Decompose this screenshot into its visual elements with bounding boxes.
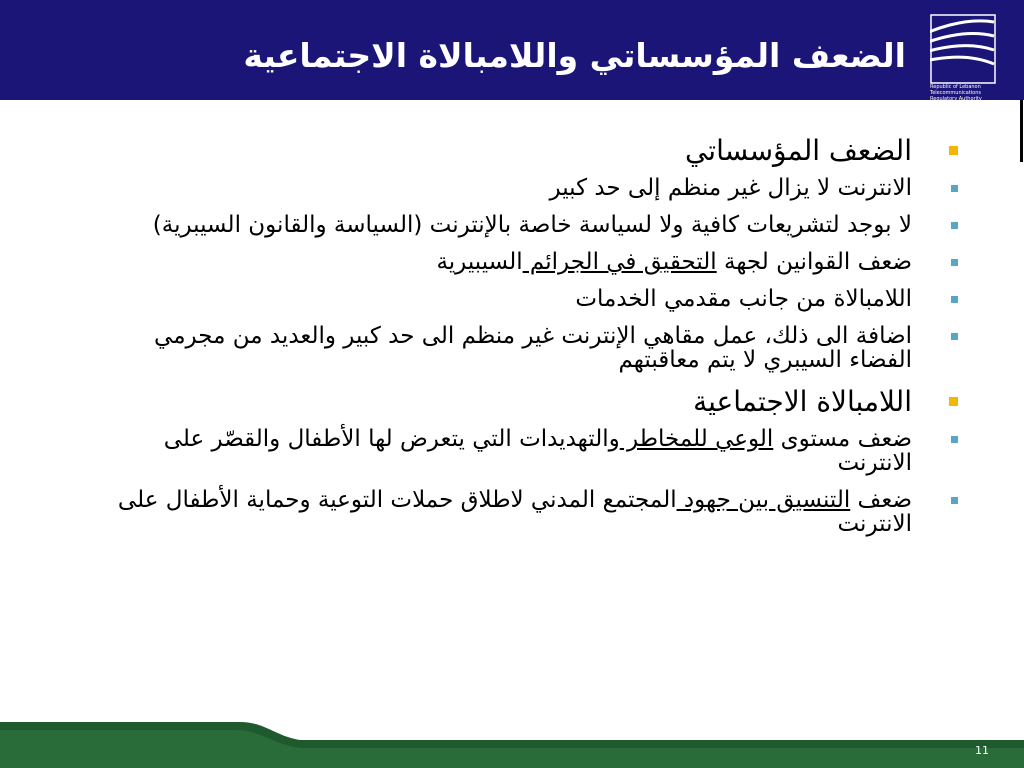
underlined-text: التحقيق في الجرائم [522,249,717,275]
square-bullet-icon [951,185,958,192]
square-bullet-icon [949,146,958,155]
page-number: 11 [975,744,989,757]
slide-body [92,134,952,549]
list-item: ضعف مستوى الوعي للمخاطر والتهديدات التي يتعرض لها الأطفال والقصّر على الانترنت [92,427,952,475]
footer-band [0,710,1024,768]
underlined-text: الوعي للمخاطر [619,426,774,452]
list-item: الانترنت لا يزال غير منظم إلى حد كبير [92,176,952,200]
list-item: ضعف التنسيق بين جهود المجتمع المدني لاطلاق حملات التوعية وحماية الأطفال على الانترنت [92,488,952,536]
square-bullet-icon [951,296,958,303]
section-heading: اللامبالاة الاجتماعية [92,385,952,419]
underlined-text: التنسيق بين جهود [676,487,851,513]
list-item: اضافة الى ذلك، عمل مقاهي الإنترنت غير منظم الى حد كبير والعديد من مجرمي الفضاء السيبري لا يتم معاقبتهم [92,324,952,372]
square-bullet-icon [951,333,958,340]
square-bullet-icon [951,497,958,504]
slide-title: الضعف المؤسساتي واللامبالاة الاجتماعية [243,36,906,75]
section-heading: الضعف المؤسساتي [92,134,952,168]
square-bullet-icon [949,397,958,406]
list-item: ضعف القوانين لجهة التحقيق في الجرائم السيبيرية [92,250,952,274]
logo-caption: Republic of Lebanon Telecommunications Regulatory Authority [930,84,982,102]
list-item: لا بوجد لتشريعات كافية ولا لسياسة خاصة بالإنترنت (السياسة والقانون السيبرية) [92,213,952,237]
square-bullet-icon [951,259,958,266]
square-bullet-icon [951,436,958,443]
divider [1020,100,1023,162]
square-bullet-icon [951,222,958,229]
list-item: اللامبالاة من جانب مقدمي الخدمات [92,287,952,311]
